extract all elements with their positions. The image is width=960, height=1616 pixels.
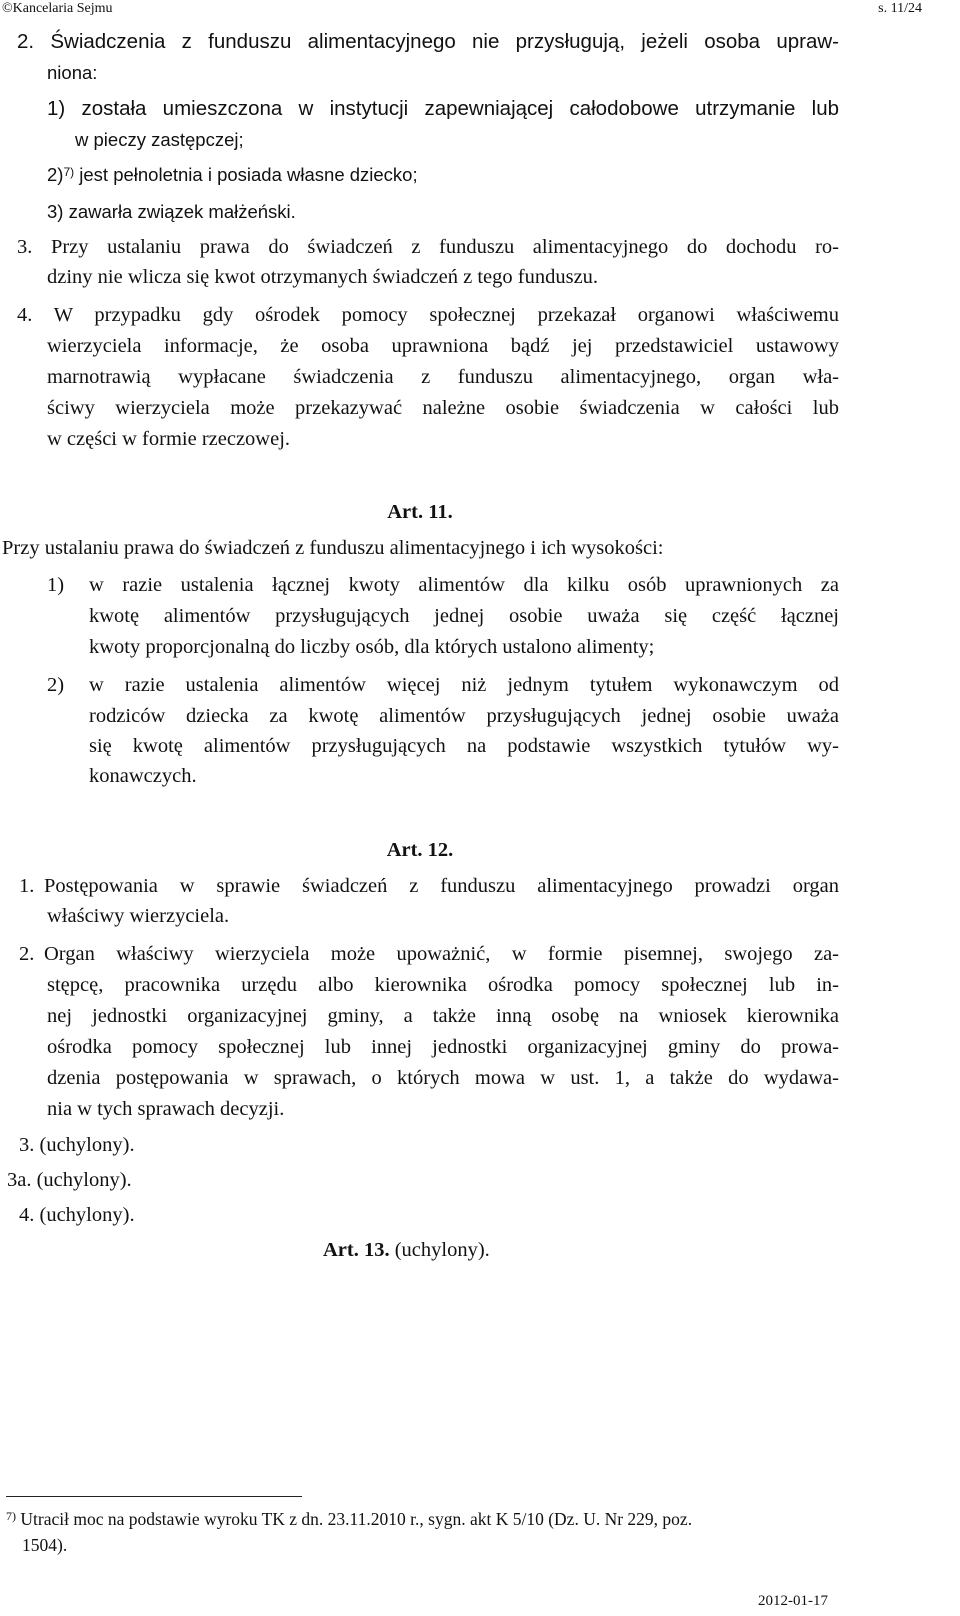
- art-11-p2-line-1: w razie ustalenia alimentów więcej niż jednym tytułem wykonawczym od: [89, 674, 839, 696]
- art-12-title: Art. 12.: [386, 839, 454, 861]
- footnote-line-2: 1504).: [22, 1535, 68, 1555]
- art-12-u3: 3. (uchylony).: [19, 1134, 135, 1156]
- footer-date: 2012-01-17: [758, 1593, 828, 1609]
- art-11-p1-line-2: kwotę alimentów przysługujących jednej osobie uważa się część łącznej: [89, 605, 839, 627]
- art-13-status: (uchylony).: [389, 1239, 490, 1261]
- art-12-u2-line-3: nej jednostki organizacyjnej gminy, a także inną osobę na wniosek kierownika: [47, 1005, 839, 1027]
- art-13: [323, 1235, 490, 1265]
- art-11-p1-num: 1): [47, 574, 65, 596]
- art-12-u2-line-4: ośrodka pomocy społecznej lub innej jednostki organizacyjnej gminy do prowa-: [47, 1036, 839, 1058]
- art-11-p2-line-4: konawczych.: [89, 765, 197, 787]
- art-12-u1-line-2: właściwy wierzyciela.: [47, 905, 230, 927]
- sec3-line-1: 3. Przy ustalaniu prawa do świadczeń z funduszu alimentacyjnego do dochodu ro-: [17, 236, 839, 258]
- sec2-item-1-line-1: 1) została umieszczona w instytucji zapewniającej całodobowe utrzymanie lub: [47, 97, 839, 120]
- art-12-u2-line-6: nia w tych sprawach decyzji.: [47, 1098, 285, 1120]
- art-11-title: Art. 11.: [387, 501, 453, 523]
- footnote-marker: 7): [6, 1509, 16, 1523]
- art-12-u2-num: 2.: [19, 943, 35, 965]
- footnote: [6, 1506, 692, 1532]
- art-12-u2-line-5: dzenia postępowania w sprawach, o których mowa w ust. 1, a także do wydawa-: [47, 1067, 839, 1089]
- art-11-p2-line-3: się kwotę alimentów przysługujących na podstawie wszystkich tytułów wy-: [89, 735, 839, 757]
- sec2-line-2: niona:: [47, 62, 98, 83]
- art-12-u2-line-1: Organ właściwy wierzyciela może upoważnić, w formie pisemnej, swojego za-: [44, 943, 839, 965]
- art-11-p2-line-2: rodziców dziecka za kwotę alimentów przysługujących jednej osobie uważa: [89, 705, 839, 727]
- footnote-line-1: Utracił moc na podstawie wyroku TK z dn. 23.11.2010 r., sygn. akt K 5/10 (Dz. U. Nr 229, poz.: [20, 1509, 693, 1529]
- sec4-line-1: 4. W przypadku gdy ośrodek pomocy społecznej przekazał organowi właściwemu: [17, 304, 839, 326]
- sec4-line-2: wierzyciela informacje, że osoba uprawniona bądź jej przedstawiciel ustawowy: [47, 335, 839, 357]
- footnote-ref[interactable]: 7): [63, 165, 75, 179]
- art-12-u2-line-2: stępcę, pracownika urzędu albo kierownika ośrodka pomocy społecznej lub in-: [47, 974, 839, 996]
- sec2-item-1-line-2: w pieczy zastępczej;: [75, 129, 244, 150]
- art-12-u3a: 3a. (uchylony).: [7, 1169, 132, 1191]
- art-11-intro: Przy ustalaniu prawa do świadczeń z funduszu alimentacyjnego i ich wysokości:: [2, 537, 664, 559]
- publisher-label: ©Kancelaria Sejmu: [2, 1, 113, 16]
- art-12-u1-num: 1.: [19, 875, 35, 897]
- sec2-item-2: [47, 160, 418, 190]
- art-13-title: Art. 13.: [323, 1239, 390, 1261]
- sec4-line-3: marnotrawią wypłacane świadczenia z funduszu alimentacyjnego, organ wła-: [47, 366, 839, 388]
- art-11-p1-line-3: kwoty proporcjonalną do liczby osób, dla których ustalono alimenty;: [89, 636, 655, 658]
- sec2-item-3: 3) zawarła związek małżeński.: [47, 201, 296, 222]
- art-12-u4: 4. (uchylony).: [19, 1204, 135, 1226]
- sec4-line-4: ściwy wierzyciela może przekazywać należne osobie świadczenia w całości lub: [47, 397, 839, 419]
- sec4-line-5: w części w formie rzeczowej.: [47, 428, 291, 450]
- sec2-item-2-text: jest pełnoletnia i posiada własne dziecko;: [74, 164, 418, 185]
- art-11-p1-line-1: w razie ustalenia łącznej kwoty alimentów dla kilku osób uprawnionych za: [89, 574, 839, 596]
- art-12-u1-line-1: Postępowania w sprawie świadczeń z funduszu alimentacyjnego prowadzi organ: [44, 875, 839, 897]
- sec2-item-2-num: 2): [47, 164, 64, 185]
- footnote-separator: [6, 1496, 302, 1497]
- art-11-p2-num: 2): [47, 674, 65, 696]
- page-number: s. 11/24: [878, 1, 922, 16]
- sec2-line-1: 2. Świadczenia z funduszu alimentacyjnego nie przysługują, jeżeli osoba upraw-: [17, 30, 839, 53]
- sec3-line-2: dziny nie wlicza się kwot otrzymanych świadczeń z tego funduszu.: [47, 266, 599, 288]
